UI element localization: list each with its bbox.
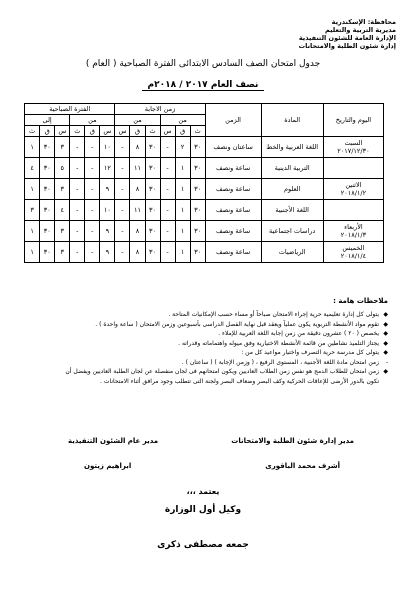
note-text: يتولى كل إدارة تعليمية حرية إجراء الامتحان صباحاً أو مساء حسب الإمكانيات المتاحة . <box>168 311 379 318</box>
exam-schedule-table <box>24 103 384 263</box>
header-h: س <box>100 126 115 137</box>
value-cell: ٨ <box>130 221 145 242</box>
header-line: محافظة: الإسكندرية <box>331 18 396 26</box>
value-cell: - <box>115 242 130 263</box>
value-cell: - <box>115 179 130 200</box>
value-cell: ٨ <box>130 179 145 200</box>
time-cell: ساعة ونصف <box>205 158 261 179</box>
header-line: إدارة شئون الطلبة والامتحانات <box>298 42 396 50</box>
value-cell: ٣٠ <box>190 179 205 200</box>
page-title: جدول امتحان الصف السادس الابتدائى الفترة الصباحية ( العام ) <box>85 59 321 69</box>
table-row <box>25 200 384 221</box>
header-m: ق <box>175 126 190 137</box>
header-m: ق <box>130 126 145 137</box>
value-cell: ٩ <box>100 242 115 263</box>
value-cell: ١ <box>175 242 190 263</box>
value-cell: - <box>160 221 175 242</box>
period-cell: ٣٠ <box>40 242 55 263</box>
header-time: الزمن <box>205 104 261 137</box>
value-cell: ٣٠ <box>145 242 160 263</box>
value-cell: ١ <box>175 179 190 200</box>
period-cell: ٥ <box>55 158 70 179</box>
header-s: ث <box>145 126 160 137</box>
period-cell: ٤ <box>55 200 70 221</box>
value-cell: - <box>160 158 175 179</box>
day-label: السبت <box>344 139 363 147</box>
header-period: الفترة الصباحية <box>25 104 115 115</box>
subject-cell: التربية الدينية <box>261 158 323 179</box>
period-cell: ٣٠ <box>40 200 55 221</box>
period-cell: ١ <box>25 179 40 200</box>
value-cell: ٩ <box>100 221 115 242</box>
approval-label: يعتمد ،،، <box>186 487 220 496</box>
bullet-icon: ◆ <box>383 320 388 328</box>
value-cell: ٣٠ <box>190 242 205 263</box>
subject-cell: الرياضيات <box>261 242 323 263</box>
value-cell: ١ <box>175 158 190 179</box>
period-cell: ٣٠ <box>40 137 55 158</box>
note-text: يخصص ( ٢٠ ) عشرون دقيقة من زمن إجابة اللغة العربية للإملاء . <box>218 330 379 337</box>
day-label: الأربعاء <box>344 223 363 231</box>
period-cell: ١ <box>25 221 40 242</box>
value-cell: ٣٠ <box>145 179 160 200</box>
note-text: يجتاز التلميذ نشاطين من قائمة الأنشطة الاختيارية وفق ميوله واهتماماته وقدراته . <box>178 339 379 347</box>
value-cell: ٣٠ <box>190 137 205 158</box>
note-item <box>18 310 388 320</box>
value-cell: ٣٠ <box>145 221 160 242</box>
table-row <box>25 179 384 200</box>
note-item <box>18 320 388 330</box>
notes-list <box>18 310 388 386</box>
subject-cell: دراسات اجتماعية <box>261 221 323 242</box>
signature-left-name: ابراهيم زيتون <box>84 462 132 470</box>
value-cell: - <box>115 200 130 221</box>
value-cell: - <box>70 242 85 263</box>
period-cell: ٣٠ <box>40 158 55 179</box>
value-cell: - <box>160 179 175 200</box>
period-cell: ٣٠ <box>40 221 55 242</box>
date-label: ٢٠١٧/١٢/٣٠ <box>337 147 370 155</box>
header-m: ق <box>85 126 100 137</box>
page-subtitle <box>80 79 326 91</box>
period-cell: ٣ <box>55 179 70 200</box>
value-cell: - <box>85 200 100 221</box>
value-cell: ١ <box>175 200 190 221</box>
subtitle-text: نصف العام ٢٠١٧ / ٢٠١٨م <box>142 80 265 91</box>
table-row <box>25 221 384 242</box>
day-date-cell <box>323 221 383 242</box>
value-cell: - <box>160 242 175 263</box>
note-item <box>18 329 388 339</box>
date-label: ٢٠١٨/١/٢ <box>340 189 367 197</box>
note-text: تكون بالدور الأرضى للإعاقات الحركية وكف البصر وضعاف البصر ولجنة التى تتطلب وجود مرافق أثناء الامتحانات . <box>100 377 379 385</box>
time-cell: ساعة ونصف <box>205 221 261 242</box>
period-cell: ٣ <box>55 221 70 242</box>
day-date-cell <box>323 137 383 158</box>
deputy-name: جمعه مصطفى ذكرى <box>157 540 249 550</box>
note-text: زمن امتحان مادة اللغة الأجنبية ، المستوى الرفيع ، ( وزمن الإجابة ) ( ساعتان ) . <box>181 358 379 366</box>
note-item <box>18 339 388 349</box>
day-date-cell <box>323 158 383 179</box>
period-cell: ١ <box>25 137 40 158</box>
header-s: ث <box>190 126 205 137</box>
day-date-cell <box>323 179 383 200</box>
header-from: من <box>115 115 160 126</box>
subject-cell: اللغة العربية والخط <box>261 137 323 158</box>
value-cell: ٨ <box>130 137 145 158</box>
header-from: من <box>160 115 205 126</box>
value-cell: ١ <box>175 221 190 242</box>
value-cell: - <box>70 137 85 158</box>
bullet-icon: ◆ <box>383 311 388 318</box>
subject-cell: اللغة الأجنبية <box>261 200 323 221</box>
value-cell: ٣٠ <box>145 137 160 158</box>
header-m: ق <box>40 126 55 137</box>
note-text: يتولى كل مدرسة حرية التصرف واختيار مواعيد كل من : <box>241 349 379 356</box>
header-s: ث <box>25 126 40 137</box>
table-row <box>25 242 384 263</box>
value-cell: - <box>70 158 85 179</box>
day-date-cell <box>323 200 383 221</box>
value-cell: - <box>85 179 100 200</box>
value-cell: - <box>115 158 130 179</box>
bullet-icon: ◆ <box>383 330 388 337</box>
period-cell: ٣ <box>55 242 70 263</box>
value-cell: - <box>160 200 175 221</box>
value-cell: - <box>85 242 100 263</box>
value-cell: ١٠ <box>100 200 115 221</box>
value-cell: - <box>85 158 100 179</box>
value-cell: ٩ <box>100 179 115 200</box>
header-h: س <box>115 126 130 137</box>
note-item <box>18 358 388 368</box>
bullet-icon: ◆ <box>383 368 388 375</box>
note-text: زمن امتحان للطلاب الدمج هو نفس زمن الطلاب العاديين ويكون امتحانهم فى لجان منفصلة عن لجان الطلبة العاديين ويفضل أن <box>65 368 379 375</box>
header-h: س <box>55 126 70 137</box>
note-item <box>18 367 388 377</box>
value-cell: - <box>115 221 130 242</box>
note-item-continued <box>18 377 388 387</box>
deputy-title: وكيل أول الوزارة <box>164 505 242 515</box>
header-s: ث <box>70 126 85 137</box>
note-text: تقوم مواد الأنشطة التربوية يكون عملياً ويعقد قبل نهاية الفصل الدراسى بأسبوعين وزمن الامتحان ( ساعة واحدة ) . <box>95 320 379 328</box>
value-cell: ١٢ <box>100 158 115 179</box>
value-cell: ٨ <box>130 242 145 263</box>
date-label: ٢٠١٨/١/٤ <box>340 252 367 260</box>
value-cell: - <box>70 179 85 200</box>
header-from: من <box>70 115 115 126</box>
date-label: ٢٠١٨/١/٣ <box>340 231 367 239</box>
value-cell: ٣٠ <box>190 221 205 242</box>
header-line: الإدارة العامة للشئون التنفيذية <box>298 34 396 42</box>
signature-left-title: مدير عام الشئون التنفيذية <box>68 437 159 445</box>
header-duration: زمن الاجابة <box>115 104 205 115</box>
period-cell: ٣ <box>25 200 40 221</box>
subject-cell: العلوم <box>261 179 323 200</box>
value-cell: ٢ <box>175 137 190 158</box>
value-cell: - <box>85 137 100 158</box>
period-cell: ٣٠ <box>40 179 55 200</box>
value-cell: - <box>160 137 175 158</box>
value-cell: - <box>70 221 85 242</box>
time-cell: ساعة ونصف <box>205 242 261 263</box>
notes-title: ملاحظات هامة : <box>333 297 388 305</box>
value-cell: ٣٠ <box>145 200 160 221</box>
value-cell: - <box>70 200 85 221</box>
table-row <box>25 137 384 158</box>
value-cell: ١١ <box>130 158 145 179</box>
value-cell: - <box>85 221 100 242</box>
value-cell: - <box>115 137 130 158</box>
value-cell: ٣٠ <box>145 158 160 179</box>
bullet-icon: ◆ <box>383 339 388 347</box>
header-to: إلى <box>25 115 70 126</box>
bullet-icon: - <box>385 358 388 366</box>
note-item <box>18 348 388 358</box>
day-label: الخميس <box>342 244 365 252</box>
header-subject: المادة <box>261 104 323 137</box>
time-cell: ساعة ونصف <box>205 179 261 200</box>
header-line: مديرية التربية والتعليم <box>324 26 396 34</box>
time-cell: ساعتان ونصف <box>205 137 261 158</box>
header-h: س <box>160 126 175 137</box>
period-cell: ٣ <box>55 137 70 158</box>
value-cell: ١٠ <box>100 137 115 158</box>
time-cell: ساعة ونصف <box>205 200 261 221</box>
day-date-cell <box>323 242 383 263</box>
signature-right-title: مدير إدارة شئون الطلبة والامتحانات <box>231 437 354 445</box>
bullet-icon: ◆ <box>383 349 388 356</box>
table-row <box>25 158 384 179</box>
header-day-date: اليوم والتاريخ <box>323 104 383 137</box>
issuer-header <box>266 18 396 50</box>
value-cell: ٣٠ <box>190 158 205 179</box>
period-cell: ٤ <box>25 158 40 179</box>
period-cell: ١ <box>25 242 40 263</box>
value-cell: ٣٠ <box>190 200 205 221</box>
signature-right-name: أشرف محمد الباقورى <box>265 462 340 470</box>
day-label: الاثنين <box>345 181 362 189</box>
value-cell: ١١ <box>130 200 145 221</box>
